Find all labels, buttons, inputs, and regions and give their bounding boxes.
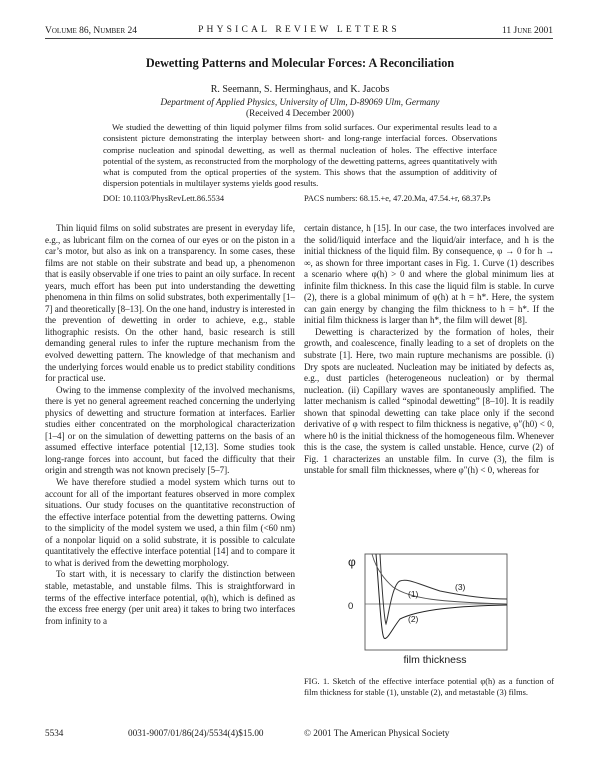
pacs-numbers: PACS numbers: 68.15.+e, 47.20.Ma, 47.54.+r, 68.37.Ps xyxy=(304,194,491,203)
curve-label-1: (1) xyxy=(408,589,419,599)
copyright: © 2001 The American Physical Society xyxy=(304,728,450,738)
doi: DOI: 10.1103/PhysRevLett.86.5534 xyxy=(103,194,225,203)
paragraph: certain distance, h [15]. In our case, the two interfaces involved are the solid/liquid interface and the liquid/air interface, and h is the initial thickness of the liquid film. By consequence, φ → 0 for h → ∞, as shown for three important cases in Fig. 1. Curve (1) describes a scenario where φ(h) > 0 and where the global minimum lies at infinite film thickness. In this case the liquid film is stable. In curve (2), there is a global minimum of φ(h) at h = h*. Here, the system can gain energy by changing the film thickness to h = h*. If the initial film thickness is larger than h*, the film will dewet [8]. xyxy=(304,223,554,326)
page-number: 5534 xyxy=(45,728,64,738)
zero-tick-label: 0 xyxy=(348,601,354,612)
paragraph: To start with, it is necessary to clarify the distinction between stable, metastable, and unstable films. This is straightforward in terms of the effective interface potential, φ(h), which is defined as the excess free energy (per unit area) it takes to bring two interfaces from infinity to a xyxy=(45,569,295,626)
journal-name: PHYSICAL REVIEW LETTERS xyxy=(198,25,400,35)
author-list: R. Seemann, S. Herminghaus, and K. Jacobs xyxy=(210,84,390,95)
y-axis-label: φ xyxy=(348,555,356,569)
running-header xyxy=(45,22,553,39)
curve-label-2: (2) xyxy=(408,614,419,624)
figure-1 xyxy=(330,549,530,669)
abstract: We studied the dewetting of thin liquid polymer films from solid surfaces. Our experimental results lead to a consistent picture demonstrating the interplay between short- and long-range interfacial forces. Observations comprise nucleation and spinodal dewetting, as well as thermal nucleation of holes. The effective interface potential of the system, as reconstructed from the morphology of the dewetting patterns, agrees quantitatively with what is computed from the optical properties of the system. This shows that the assumption of additivity of dispersion potentials in multilayer systems yields good results. xyxy=(103,122,498,189)
x-axis-label: film thickness xyxy=(403,654,467,666)
figure-caption: FIG. 1. Sketch of the effective interface potential φ(h) as a function of film thickness for stable (1), unstable (2), and metastable (3) films. xyxy=(304,677,554,697)
body-column-left xyxy=(45,223,295,627)
received-date: (Received 4 December 2000) xyxy=(246,108,354,118)
issue-date: 11 June 2001 xyxy=(502,26,553,36)
paragraph: Thin liquid films on solid substrates are present in everyday life, e.g., as lubricant film on the cornea of our eyes or on the piston in a car’s motor, but also as ink on a transparency. In some cases, these films are not stable on their substrate and bead up, a phenomenon that is easily observable if one tries to paint an oily surface. In recent years, much effort has been put into understanding the dewetting phenomena in thin films on solid substrates, both experimentally [1–7] and theoretically [8–13]. On the one hand, industry is interested in the prevention of dewetting in order to achieve, e.g., stable lithographic resists. On the other hand, basic research is still demanding general rules to infer the rupture mechanism from the evolved dewetting pattern. The knowledge of that mechanism and the underlying forces would enable us to predict stability conditions for practical use. xyxy=(45,223,295,384)
potential-sketch-plot xyxy=(330,549,530,659)
article-title: Dewetting Patterns and Molecular Forces: A Reconciliation xyxy=(145,56,455,70)
volume-number: Volume 86, Number 24 xyxy=(45,26,138,36)
article-code: 0031-9007/01/86(24)/5534(4)$15.00 xyxy=(128,728,264,738)
paragraph: We have therefore studied a model system which turns out to account for all of the important features observed in more complex situations. Our study focuses on the quantitative reconstruction of the effective interface potential from the dewetting patterns. Owing to the simplicity of the model system we used, a thin film (<60 nm) of a nonpolar liquid on a solid substrate, it is possible to calculate quantitatively the effective interface potential [14] and to compare it to what is derived from the dewetting morphology. xyxy=(45,477,295,568)
affiliation: Department of Applied Physics, University of Ulm, D-89069 Ulm, Germany xyxy=(160,97,440,107)
paragraph: Owing to the immense complexity of the involved mechanisms, there is yet no general agreement reached concerning the underlying physics of dewetting and structure formation at interfaces. Earlier studies either concentrated on the morphological characterization [1–4] or on the simulation of dewetting patterns on the basis of an assumed effective interface potential [12,13]. Some studies took long-range forces into account, but faced the difficulty that their origin and strength was not known precisely [5–7]. xyxy=(45,384,295,476)
body-column-right xyxy=(304,223,554,477)
paragraph: Dewetting is characterized by the formation of holes, their growth, and coalescence, finally leading to a set of droplets on the substrate [1]. Here, two main rupture mechanisms are possible. (i) Dry spots are nucleated. Nucleation may be initiated by defects as, e.g., dust particles (heterogeneous nucleation) or by thermal nucleation. (ii) Capillary waves are spontaneously amplified. The latter mechanism is called “spinodal dewetting” [8–10]. It is readily shown that spinodal dewetting can take place only if the second derivative of φ with respect to film thickness is negative, φ″(h0) < 0, where h0 is the initial thickness of the homogeneous film. Whenever this is the case, the system is called unstable. Hence, curve (2) of Fig. 1 characterizes an unstable film. In curve (3), the film is unstable for small film thicknesses, where φ″(h) < 0, whereas for xyxy=(304,326,554,476)
curve-label-3: (3) xyxy=(455,582,466,592)
